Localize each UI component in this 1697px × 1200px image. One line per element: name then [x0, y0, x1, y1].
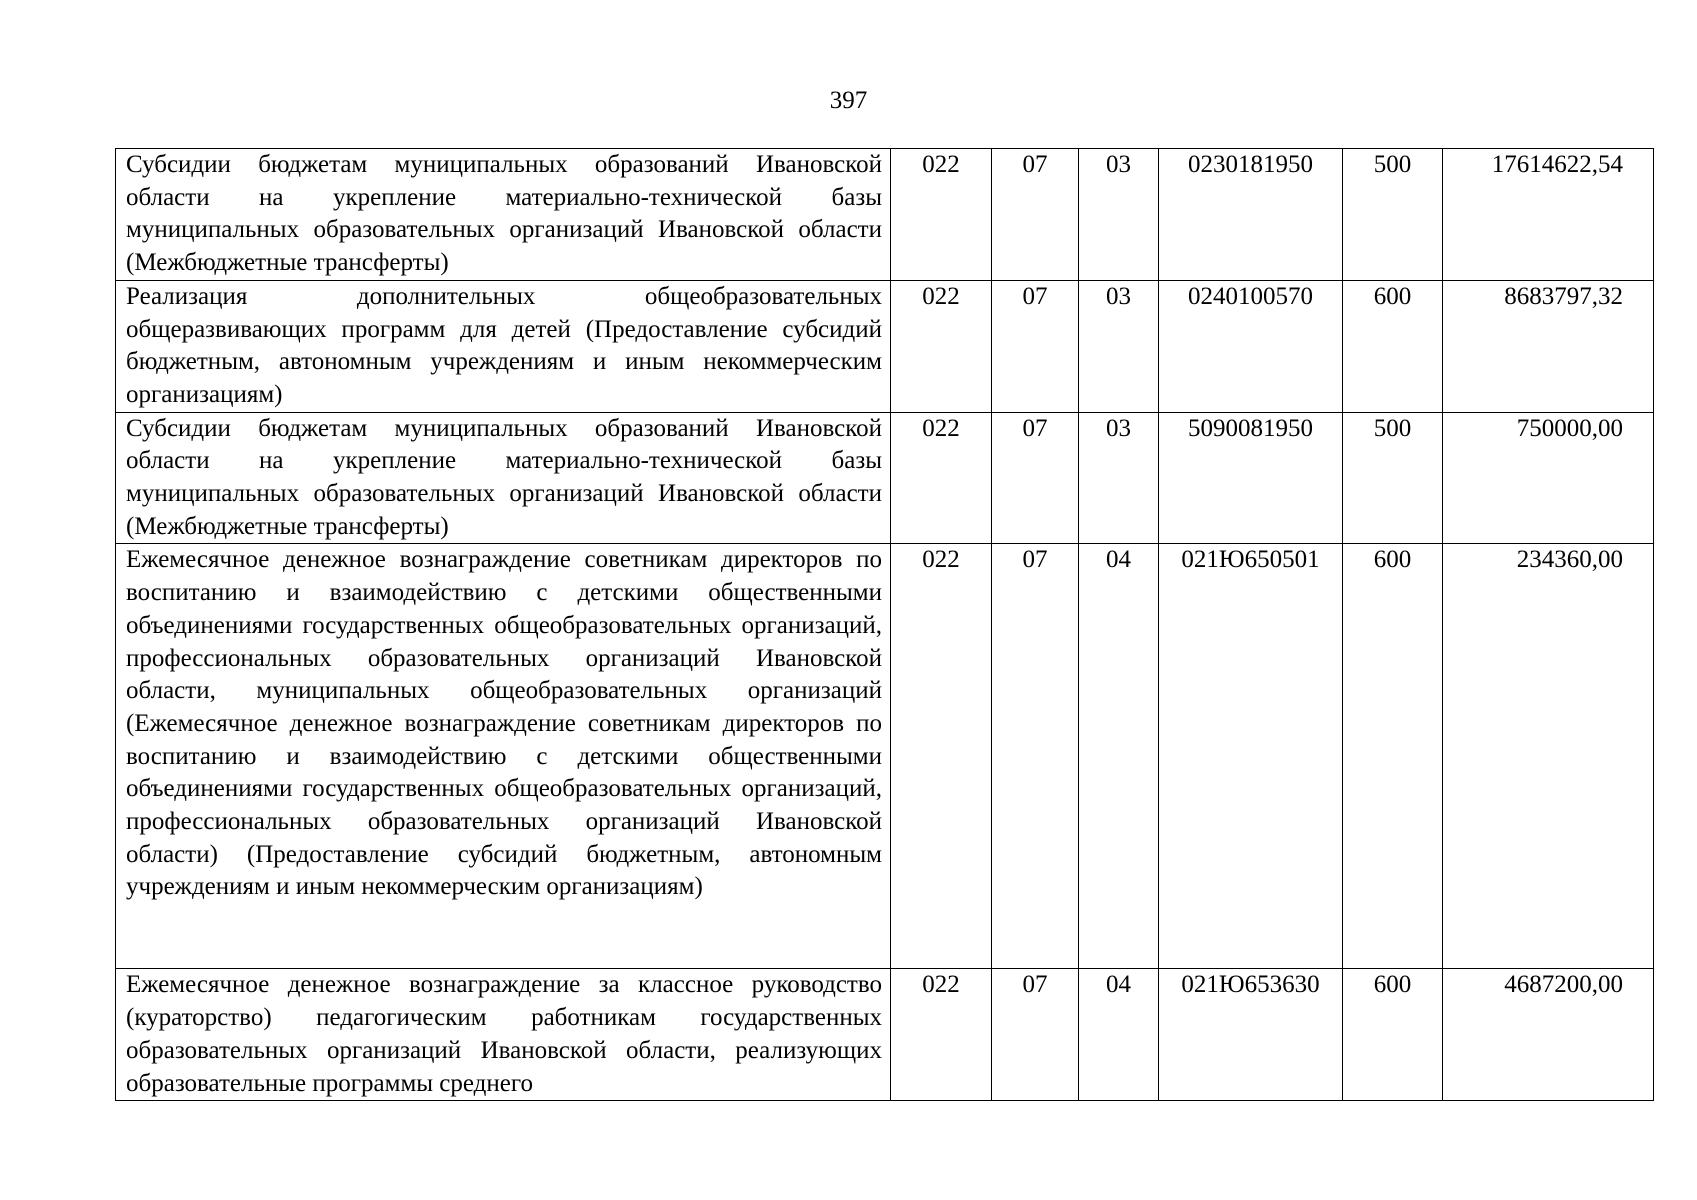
cell-description: Реализация дополнительных общеобразовательных общеразвивающих программ для детей (Предоставление субсидий бюджетным, автономным учреждениям и иным некоммерческим организациям): [116, 280, 891, 412]
cell-expense-type: 600: [1343, 280, 1443, 412]
cell-expense-type: 600: [1343, 544, 1443, 969]
cell-target-article: 021Ю653630: [1159, 969, 1343, 1101]
cell-section-code: 07: [992, 969, 1079, 1101]
cell-section-code: 07: [992, 412, 1079, 544]
cell-section-code: 07: [992, 544, 1079, 969]
cell-subsection-code: 04: [1079, 969, 1159, 1101]
cell-ministry-code: 022: [891, 544, 992, 969]
cell-description: Ежемесячное денежное вознаграждение за классное руководство (кураторство) педагогическим работникам государственных образовательных организаций Ивановской области, реализующих образовательные программы среднего: [116, 969, 891, 1101]
cell-subsection-code: 03: [1079, 280, 1159, 412]
cell-target-article: 021Ю650501: [1159, 544, 1343, 969]
table-row: [116, 280, 1654, 412]
cell-amount: 17614622,54: [1443, 149, 1654, 281]
cell-section-code: 07: [992, 280, 1079, 412]
cell-amount: 4687200,00: [1443, 969, 1654, 1101]
cell-ministry-code: 022: [891, 969, 992, 1101]
cell-target-article: 5090081950: [1159, 412, 1343, 544]
table-row: [116, 544, 1654, 969]
cell-subsection-code: 03: [1079, 412, 1159, 544]
cell-expense-type: 500: [1343, 149, 1443, 281]
cell-amount: 234360,00: [1443, 544, 1654, 969]
table-row: [116, 969, 1654, 1101]
budget-table: [115, 148, 1654, 1101]
cell-description: Субсидии бюджетам муниципальных образований Ивановской области на укрепление материально-технической базы муниципальных образовательных организаций Ивановской области (Межбюджетные трансферты): [116, 412, 891, 544]
cell-expense-type: 500: [1343, 412, 1443, 544]
page-number: 397: [829, 87, 868, 114]
cell-target-article: 0240100570: [1159, 280, 1343, 412]
cell-subsection-code: 03: [1079, 149, 1159, 281]
cell-ministry-code: 022: [891, 412, 992, 544]
cell-ministry-code: 022: [891, 280, 992, 412]
cell-amount: 750000,00: [1443, 412, 1654, 544]
cell-amount: 8683797,32: [1443, 280, 1654, 412]
cell-ministry-code: 022: [891, 149, 992, 281]
cell-subsection-code: 04: [1079, 544, 1159, 969]
cell-section-code: 07: [992, 149, 1079, 281]
cell-expense-type: 600: [1343, 969, 1443, 1101]
table-row: [116, 412, 1654, 544]
cell-description: Ежемесячное денежное вознаграждение советникам директоров по воспитанию и взаимодействию с детскими общественными объединениями государственных общеобразовательных организаций, профессиональных образовательных организаций Ивановской области, муниципальных общеобразовательных организаций (Ежемесячное денежное вознаграждение советникам директоров по воспитанию и взаимодействию с детскими общественными объединениями государственных общеобразовательных организаций, профессиональных образовательных организаций Ивановской области) (Предоставление субсидий бюджетным, автономным учреждениям и иным некоммерческим организациям): [116, 544, 891, 969]
cell-description: Субсидии бюджетам муниципальных образований Ивановской области на укрепление материально-технической базы муниципальных образовательных организаций Ивановской области (Межбюджетные трансферты): [116, 149, 891, 281]
table-row: [116, 149, 1654, 281]
cell-target-article: 0230181950: [1159, 149, 1343, 281]
